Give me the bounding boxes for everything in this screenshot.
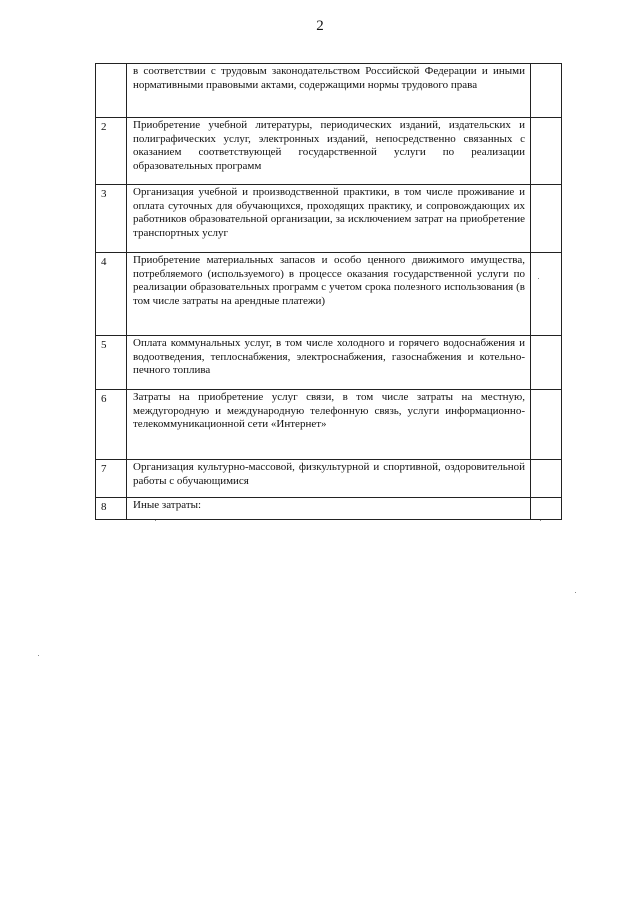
row-number xyxy=(96,64,127,118)
row-number: 8 xyxy=(96,498,127,520)
row-number: 3 xyxy=(96,185,127,253)
cost-items-table xyxy=(95,63,562,520)
cost-item-description: Приобретение учебной литературы, периодических изданий, издательских и полиграфических услуг, электронных изданий, непосредственно связанных с оказанием соответствующей государственной услуги по реализации образовательных программ xyxy=(127,118,531,185)
scan-speck xyxy=(538,278,539,279)
table-row xyxy=(96,498,562,520)
cost-item-description: Приобретение материальных запасов и особо ценного движимого имущества, потребляемого (используемого) в процессе оказания государственной услуги по реализации образовательных программ с учетом срока полезного использования (в том числе затраты на арендные платежи) xyxy=(127,253,531,336)
row-number: 6 xyxy=(96,390,127,460)
page-number: 2 xyxy=(316,18,324,34)
table-row xyxy=(96,390,562,460)
scan-speck xyxy=(575,592,576,593)
row-number: 4 xyxy=(96,253,127,336)
scan-speck xyxy=(155,520,156,521)
cost-item-value xyxy=(531,336,562,390)
row-number: 2 xyxy=(96,118,127,185)
cost-item-description: Иные затраты: xyxy=(127,498,531,520)
cost-item-value xyxy=(531,460,562,498)
cost-item-value xyxy=(531,253,562,336)
cost-item-description: Организация культурно-массовой, физкультурной и спортивной, оздоровительной работы с обучающимися xyxy=(127,460,531,498)
cost-item-description: Оплата коммунальных услуг, в том числе холодного и горячего водоснабжения и водоотведения, теплоснабжения, электроснабжения, газоснабжения и котельно-печного топлива xyxy=(127,336,531,390)
cost-item-description: Организация учебной и производственной практики, в том числе проживание и оплата суточных для обучающихся, проходящих практику, и сопровождающих их работников образовательной организации, за исключением затрат на приобретение транспортных услуг xyxy=(127,185,531,253)
cost-item-value xyxy=(531,498,562,520)
cost-item-value xyxy=(531,118,562,185)
table-row xyxy=(96,253,562,336)
table-row xyxy=(96,336,562,390)
cost-item-value xyxy=(531,64,562,118)
cost-item-value xyxy=(531,185,562,253)
row-number: 7 xyxy=(96,460,127,498)
cost-item-value xyxy=(531,390,562,460)
table-row xyxy=(96,64,562,118)
scan-speck xyxy=(540,520,541,521)
table-row xyxy=(96,185,562,253)
table-row xyxy=(96,460,562,498)
scan-speck xyxy=(38,655,39,656)
cost-item-description: Затраты на приобретение услуг связи, в том числе затраты на местную, междугородную и международную телефонную связь, услуги информационно-телекоммуникационной сети «Интернет» xyxy=(127,390,531,460)
table-row xyxy=(96,118,562,185)
row-number: 5 xyxy=(96,336,127,390)
cost-item-description: в соответствии с трудовым законодательством Российской Федерации и иными нормативными правовыми актами, содержащими нормы трудового права xyxy=(127,64,531,118)
